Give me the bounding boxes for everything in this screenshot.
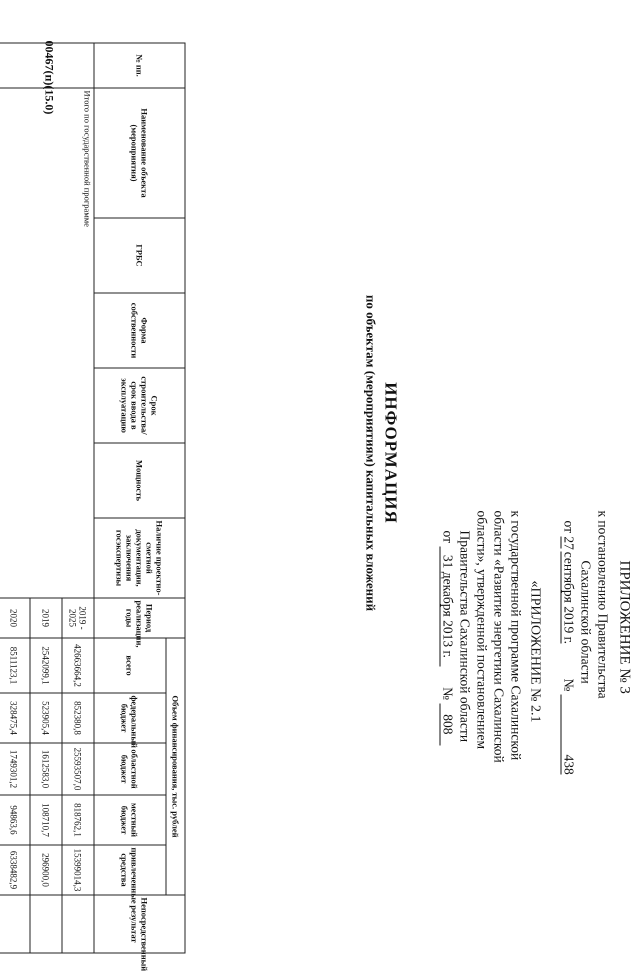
appendix-line1: к постановлению Правительства (595, 510, 610, 699)
cell-local: 818762,1 (62, 795, 94, 845)
cell-total: 2542099,1 (30, 638, 62, 693)
cell-attracted: 296900,0 (30, 845, 62, 895)
total-label: Итого по государственной программе (0, 88, 94, 598)
appendix-day: 27 (561, 535, 576, 550)
cell-result (0, 895, 30, 953)
appendix-title: ПРИЛОЖЕНИЕ № 3 (616, 560, 632, 694)
cell-federal: 328475,4 (0, 693, 30, 743)
cell-period: 2019 - 2025 (62, 598, 94, 638)
col-header-term: Срок строительства/ срок ввода в эксплуатацию (94, 368, 185, 443)
attachment-number: 808 (439, 703, 454, 745)
col-header-total: всего (94, 638, 166, 693)
number-label: № (440, 686, 455, 700)
attachment-date-line (439, 530, 455, 745)
col-header-period: Период реализации, годы (94, 598, 185, 638)
document-title: ИНФОРМАЦИЯ (381, 381, 400, 524)
col-header-design: Наличие проектно-сметной документации, заключения госэкспертизы (94, 518, 185, 598)
cell-total: 42663664,2 (62, 638, 94, 693)
col-header-result: Непосредственный результат (94, 895, 185, 953)
appendix-date-line (560, 520, 576, 774)
attachment-line4: Правительства Сахалинской области (457, 530, 472, 742)
col-header-num: № пп. (94, 43, 185, 88)
attachment-line1: к государственной программе Сахалинской (508, 510, 523, 760)
col-header-grbs: ГРБС (94, 218, 185, 293)
col-header-ownership: Форма собственности (94, 293, 185, 368)
date-prefix: от (440, 530, 455, 543)
cell-regional: 25593507,0 (62, 743, 94, 795)
cell-period: 2020 (0, 598, 30, 638)
col-header-attracted: привлеченные средства (94, 845, 166, 895)
col-header-local: местный бюджет (94, 795, 166, 845)
appendix-month-year: сентября 2019 г. (561, 551, 576, 644)
capital-investments-table (0, 42, 185, 971)
cell-attracted: 6338482,9 (0, 845, 30, 895)
cell-regional: 1612583,0 (30, 743, 62, 795)
attachment-line3: области», утвержденной постановлением (474, 510, 489, 749)
cell-attracted: 15399014,3 (62, 845, 94, 895)
attachment-line2: области «Развитие энергетики Сахалинской (491, 510, 506, 763)
cell-result (30, 895, 62, 953)
cell-period: 2019 (30, 598, 62, 638)
cell-federal: 523905,4 (30, 693, 62, 743)
table-header-row (166, 43, 185, 953)
attachment-date: 31 декабря 2013 г. (439, 546, 454, 666)
col-header-federal: федеральный бюджет (94, 693, 166, 743)
cell-federal: 852380,8 (62, 693, 94, 743)
appendix-line2: Сахалинской области (578, 560, 593, 684)
cell-local: 108710,7 (30, 795, 62, 845)
appendix-number: 438 (560, 694, 575, 774)
col-header-name: Наименование объекта (мероприятия) (94, 88, 185, 218)
document-subtitle: по объектам (мероприятиям) капитальных вложений (363, 294, 378, 611)
col-header-capacity: Мощность (94, 443, 185, 518)
col-header-funding: Объем финансирования, тыс. рублей (166, 638, 185, 895)
cell-regional: 1749301,2 (0, 743, 30, 795)
cell-total: 8511123,1 (0, 638, 30, 693)
footer-code: 00467(п)(15.0) (42, 40, 56, 114)
number-label: № (561, 677, 576, 691)
attachment-title: «ПРИЛОЖЕНИЕ № 2.1 (527, 580, 542, 722)
date-prefix: от (561, 520, 576, 533)
col-header-regional: областной бюджет (94, 743, 166, 795)
cell-result (62, 895, 94, 953)
table-row (62, 43, 94, 953)
cell-local: 94863,6 (0, 795, 30, 845)
